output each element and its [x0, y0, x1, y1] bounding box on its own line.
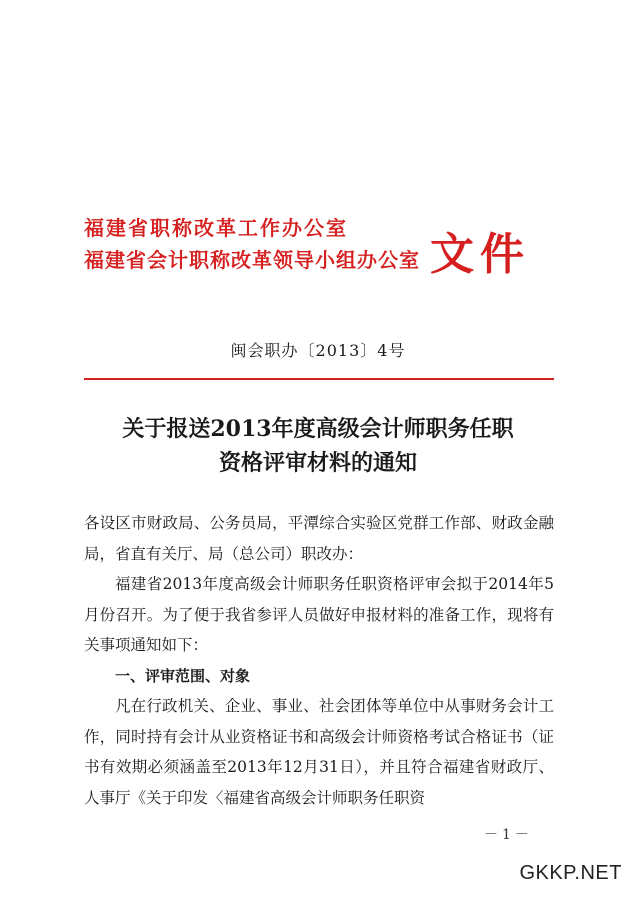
intro-paragraph: 福建省2013年度高级会计师职务任职资格评审会拟于2014年5月份召开。为了便于我省参评人员做好申报材料的准备工作，现将有关事项通知如下： [84, 575, 554, 654]
notice-body [84, 508, 554, 813]
page-number: －1－ [484, 827, 533, 843]
document-label: 文件 [430, 229, 530, 280]
notice-title [0, 412, 636, 480]
watermark: GKKP.NET [519, 862, 622, 884]
issuer-name-1: 福建省职称改革工作办公室 [84, 216, 348, 240]
title-line-2: 资格评审材料的通知 [218, 450, 417, 476]
title-line-1: 关于报送2013年度高级会计师职务任职 [122, 416, 514, 442]
header-divider [84, 378, 554, 380]
document-number: 闽会职办〔2013〕4号 [230, 341, 406, 360]
section-heading: 一、评审范围、对象 [115, 666, 251, 685]
recipients-paragraph: 各设区市财政局、公务员局，平潭综合实验区党群工作部、财政金融局，省直有关厅、局（总公司）职改办： [84, 514, 554, 563]
issuer-header [84, 210, 554, 280]
issuer-name-2: 福建省会计职称改革领导小组办公室 [84, 248, 420, 272]
section-paragraph: 凡在行政机关、企业、事业、社会团体等单位中从事财务会计工作，同时持有会计从业资格证书和高级会计师资格考试合格证书（证书有效期必须涵盖至2013年12月31日），并且符合福建省财政厅、人事厅《关于印发〈福建省高级会计师职务任职资 [84, 697, 554, 807]
